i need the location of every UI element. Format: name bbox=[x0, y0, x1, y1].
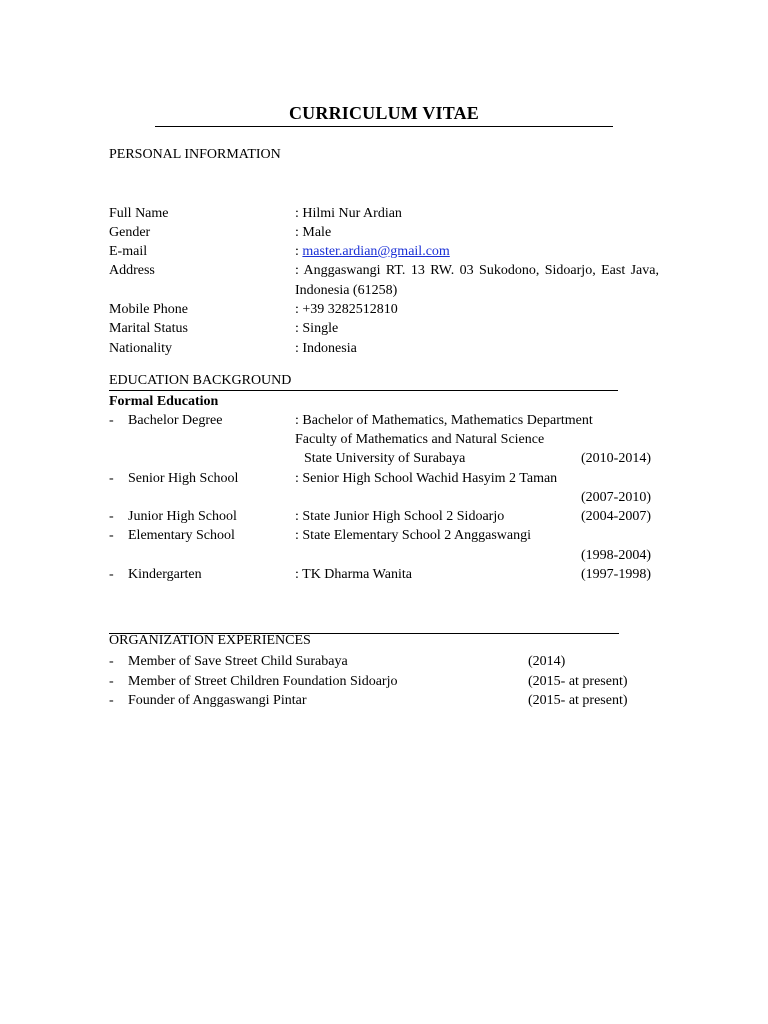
address-label: Address bbox=[109, 263, 155, 278]
list-bullet: - bbox=[109, 528, 114, 543]
education-institution: : Bachelor of Mathematics, Mathematics Department bbox=[295, 413, 593, 428]
title-underline bbox=[155, 126, 613, 127]
education-heading-rule bbox=[109, 390, 618, 391]
gender-value: : Male bbox=[295, 225, 332, 240]
address-value: : Anggaswangi RT. 13 RW. 03 Sukodono, Sidoarjo, East Java, Indonesia (61258) bbox=[295, 263, 659, 298]
education-level-label: Junior High School bbox=[128, 509, 237, 524]
organization-years: (2014) bbox=[528, 654, 566, 669]
education-institution: : Senior High School Wachid Hasyim 2 Taman bbox=[295, 471, 558, 486]
email-link[interactable]: master.ardian@gmail.com bbox=[302, 244, 450, 259]
education-years: (2010-2014) bbox=[581, 451, 651, 466]
list-bullet: - bbox=[109, 471, 114, 486]
list-bullet: - bbox=[109, 674, 114, 689]
list-bullet: - bbox=[109, 509, 114, 524]
organization-heading: ORGANIZATION EXPERIENCES bbox=[109, 633, 311, 648]
full-name-value: : Hilmi Nur Ardian bbox=[295, 206, 402, 221]
education-years: (1998-2004) bbox=[581, 548, 651, 563]
organization-item: Member of Save Street Child Surabaya bbox=[128, 654, 348, 669]
list-bullet: - bbox=[109, 654, 114, 669]
formal-education-subheading: Formal Education bbox=[109, 394, 219, 409]
education-heading: EDUCATION BACKGROUND bbox=[109, 373, 292, 388]
education-years: (1997-1998) bbox=[581, 567, 651, 582]
mobile-phone-label: Mobile Phone bbox=[109, 302, 188, 317]
education-level-label: Elementary School bbox=[128, 528, 235, 543]
education-institution: : State Junior High School 2 Sidoarjo bbox=[295, 509, 505, 524]
list-bullet: - bbox=[109, 567, 114, 582]
personal-info-heading: PERSONAL INFORMATION bbox=[109, 147, 281, 162]
email-prefix: : bbox=[295, 244, 303, 259]
education-years: (2004-2007) bbox=[581, 509, 651, 524]
education-institution-line: State University of Surabaya bbox=[304, 451, 466, 466]
marital-status-value: : Single bbox=[295, 321, 339, 336]
education-institution: : TK Dharma Wanita bbox=[295, 567, 412, 582]
education-years: (2007-2010) bbox=[581, 490, 651, 505]
education-level-label: Bachelor Degree bbox=[128, 413, 223, 428]
email-label: E-mail bbox=[109, 244, 148, 259]
list-bullet: - bbox=[109, 413, 114, 428]
list-bullet: - bbox=[109, 693, 114, 708]
nationality-label: Nationality bbox=[109, 341, 172, 356]
gender-label: Gender bbox=[109, 225, 151, 240]
email-field bbox=[295, 242, 450, 261]
education-level-label: Senior High School bbox=[128, 471, 239, 486]
nationality-value: : Indonesia bbox=[295, 341, 357, 356]
organization-years: (2015- at present) bbox=[528, 693, 628, 708]
education-institution: : State Elementary School 2 Anggaswangi bbox=[295, 528, 532, 543]
cv-title: CURRICULUM VITAE bbox=[288, 103, 480, 123]
education-level-label: Kindergarten bbox=[128, 567, 202, 582]
organization-item: Member of Street Children Foundation Sidoarjo bbox=[128, 674, 398, 689]
organization-item: Founder of Anggaswangi Pintar bbox=[128, 693, 307, 708]
marital-status-label: Marital Status bbox=[109, 321, 188, 336]
mobile-phone-value: : +39 3282512810 bbox=[295, 302, 398, 317]
education-institution-line: Faculty of Mathematics and Natural Science bbox=[295, 432, 545, 447]
full-name-label: Full Name bbox=[109, 206, 169, 221]
organization-years: (2015- at present) bbox=[528, 674, 628, 689]
